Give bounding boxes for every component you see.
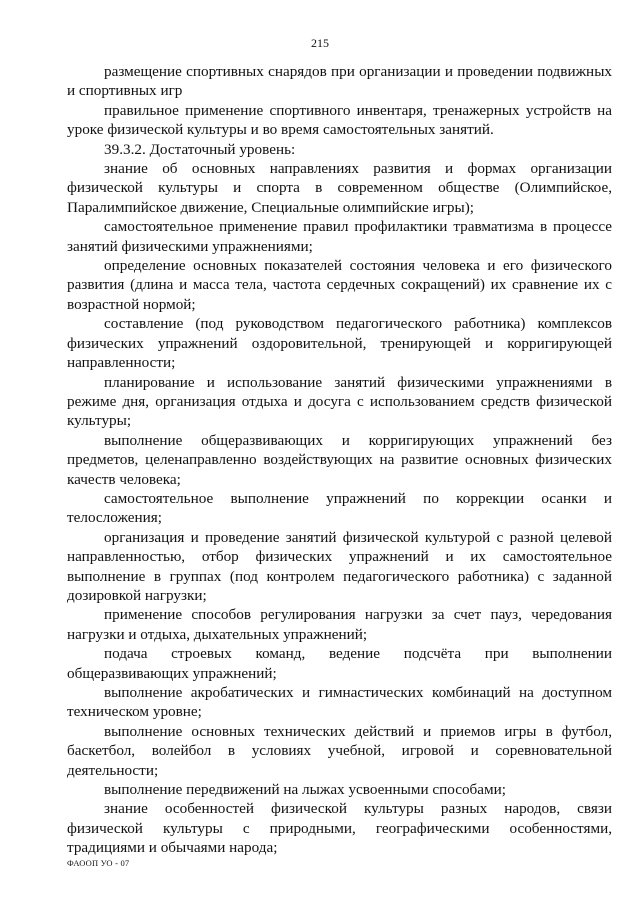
paragraph: определение основных показателей состояния человека и его физического развития (длина и масса тела, частота сердечных сокращений) их сравнение их с возрастной нормой; (67, 257, 612, 313)
paragraph: выполнение общеразвивающих и корригирующих упражнений без предметов, целенаправленно воздействующих на развитие основных физических качеств человека; (67, 431, 612, 488)
paragraph: самостоятельное выполнение упражнений по коррекции осанки и телосложения; (67, 489, 612, 527)
paragraph: организация и проведение занятий физической культурой с разной целевой направленностью, отбор физических упражнений и их самостоятельное выполнение в группах (под контролем педагогического работника) с заданной дозировкой нагрузки; (67, 528, 612, 604)
footer-code: ФАООП УО - 07 (67, 858, 130, 868)
paragraph: планирование и использование занятий физическими упражнениями в режиме дня, организация отдыха и досуга с использованием средств физической культуры; (67, 373, 612, 430)
section-heading: 39.3.2. Достаточный уровень: (104, 140, 296, 158)
paragraph: применение способов регулирования нагрузки за счет пауз, чередования нагрузки и отдыха, дыхательных упражнений; (67, 606, 612, 643)
document-body (67, 62, 612, 858)
paragraph: правильное применение спортивного инвентаря, тренажерных устройств на уроке физической культуры и во время самостоятельных занятий. (67, 101, 612, 139)
paragraph: выполнение акробатических и гимнастических комбинаций на доступном техническом уровне; (67, 684, 612, 721)
page-number: 215 (311, 36, 329, 50)
paragraph: знание особенностей физической культуры разных народов, связи физической культуры с природными, географическими особенностями, традициями и обычаями народа; (67, 800, 612, 857)
paragraph: знание об основных направлениях развития и формах организации физической культуры и спорта в современном обществе (Олимпийское, Паралимпийское движение, Специальные олимпийские игры); (67, 160, 612, 216)
paragraph: размещение спортивных снарядов при организации и проведении подвижных и спортивных игр (67, 63, 612, 100)
paragraph: подача строевых команд, ведение подсчёта при выполнении общеразвивающих упражнений; (67, 645, 612, 682)
paragraph: выполнение передвижений на лыжах усвоенными способами; (104, 781, 506, 799)
paragraph: составление (под руководством педагогического работника) комплексов физических упражнений оздоровительной, тренирующей и корригирующей направленности; (67, 315, 612, 372)
paragraph: выполнение основных технических действий и приемов игры в футбол, баскетбол, волейбол в условиях учебной, игровой и соревновательной деятельности; (67, 722, 612, 779)
paragraph: самостоятельное применение правил профилактики травматизма в процессе занятий физическими упражнениями; (67, 218, 612, 255)
